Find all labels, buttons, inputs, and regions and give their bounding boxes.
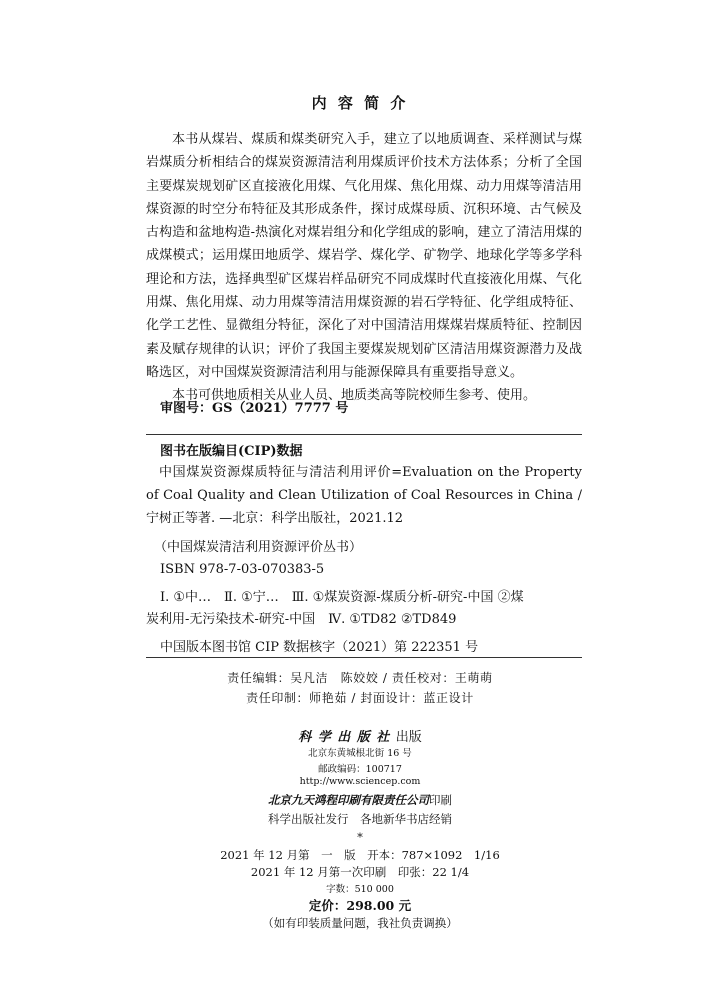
divider-top (146, 434, 582, 435)
cip-classification-2: 炭利用-无污染技术-研究-中国 Ⅳ. ①TD82 ②TD849 (146, 612, 457, 627)
cip-isbn: ISBN 978-7-03-070383-5 (160, 562, 325, 577)
production-credits: 责任印制：师艳茹 / 封面设计：蓝正设计 (246, 691, 474, 705)
quality-notice: （如有印装质量问题，我社负责调换） (262, 916, 458, 930)
cip-heading: 图书在版编目(CIP)数据 (160, 444, 303, 459)
printer-name: 北京九天鸿程印刷有限责任公司 (268, 793, 429, 807)
publisher-name-emphasis: 科学出版社 (298, 730, 396, 745)
publisher-name (0, 726, 720, 745)
distribution-line: 科学出版社发行 各地新华书店经销 (268, 812, 452, 826)
summary-title: 内 容 简 介 (311, 94, 409, 112)
printer-line (0, 792, 720, 808)
summary-paragraph-1: 本书从煤岩、煤质和煤类研究入手，建立了以地质调查、采样测试与煤岩煤质分析相结合的煤炭资源清洁利用煤质评价技术方法体系；分析了全国主要煤炭规划矿区直接液化用煤、气化用煤、焦化用煤、动力用煤等清洁用煤资源的时空分布特征及其形成条件，探讨成煤母质、沉积环境、古气候及古构造和盆地构造-热演化对煤岩组分和化学组成的影响，建立了清洁用煤的成煤模式；运用煤田地质学、煤岩学、煤化学、矿物学、地球化学等多学科理论和方法，选择典型矿区煤岩样品研究不同成煤时代直接液化用煤、气化用煤、焦化用煤、动力用煤等清洁用煤资源的岩石学特征、化学组成特征、化学工艺性、显微组分特征，深化了对中国清洁用煤煤岩煤质特征、控制因素及赋存规律的认识；评价了我国主要煤炭规划矿区清洁用煤资源潜力及战略选区，对中国煤炭资源清洁利用与能源保障具有重要指导意义。 (146, 132, 582, 380)
cip-classification-1: Ⅰ. ①中… Ⅱ. ①宁… Ⅲ. ①煤炭资源-煤质分析-研究-中国 ②煤 (160, 590, 524, 605)
map-approval-number: 审图号：GS（2021）7777 号 (160, 401, 349, 416)
printing-line: 2021 年 12 月第一次印刷 印张：22 1/4 (250, 865, 470, 879)
divider-bottom (146, 657, 582, 658)
word-count: 字数：510 000 (326, 884, 394, 895)
printer-suffix: 印刷 (429, 793, 452, 807)
cip-library-record: 中国版本图书馆 CIP 数据核字（2021）第 222351 号 (160, 640, 479, 655)
edition-line: 2021 年 12 月第 一 版 开本：787×1092 1/16 (220, 848, 500, 862)
publisher-postcode: 邮政编码：100717 (318, 764, 402, 775)
publisher-name-suffix: 出版 (395, 730, 422, 745)
separator-asterisk: * (357, 830, 363, 844)
summary-paragraph-2: 本书可供地质相关从业人员、地质类高等院校师生参考、使用。 (172, 388, 537, 404)
price: 定价：298.00 元 (308, 898, 412, 913)
cip-series: （中国煤炭清洁利用资源评价丛书） (154, 540, 363, 555)
publisher-website: http://www.sciencep.com (299, 776, 421, 787)
summary-body (146, 128, 582, 408)
editor-credits: 责任编辑：吴凡洁 陈姣姣 / 责任校对：王萌萌 (227, 671, 493, 685)
cip-record: 中国煤炭资源煤质特征与清洁利用评价=Evaluation on the Property of Coal Quality and Clean Utilization of Coal Resources in China / 宁树正等著. —北京：科学出版社，2021.12 (146, 465, 582, 526)
publisher-address: 北京东黄城根北街 16 号 (308, 748, 412, 759)
